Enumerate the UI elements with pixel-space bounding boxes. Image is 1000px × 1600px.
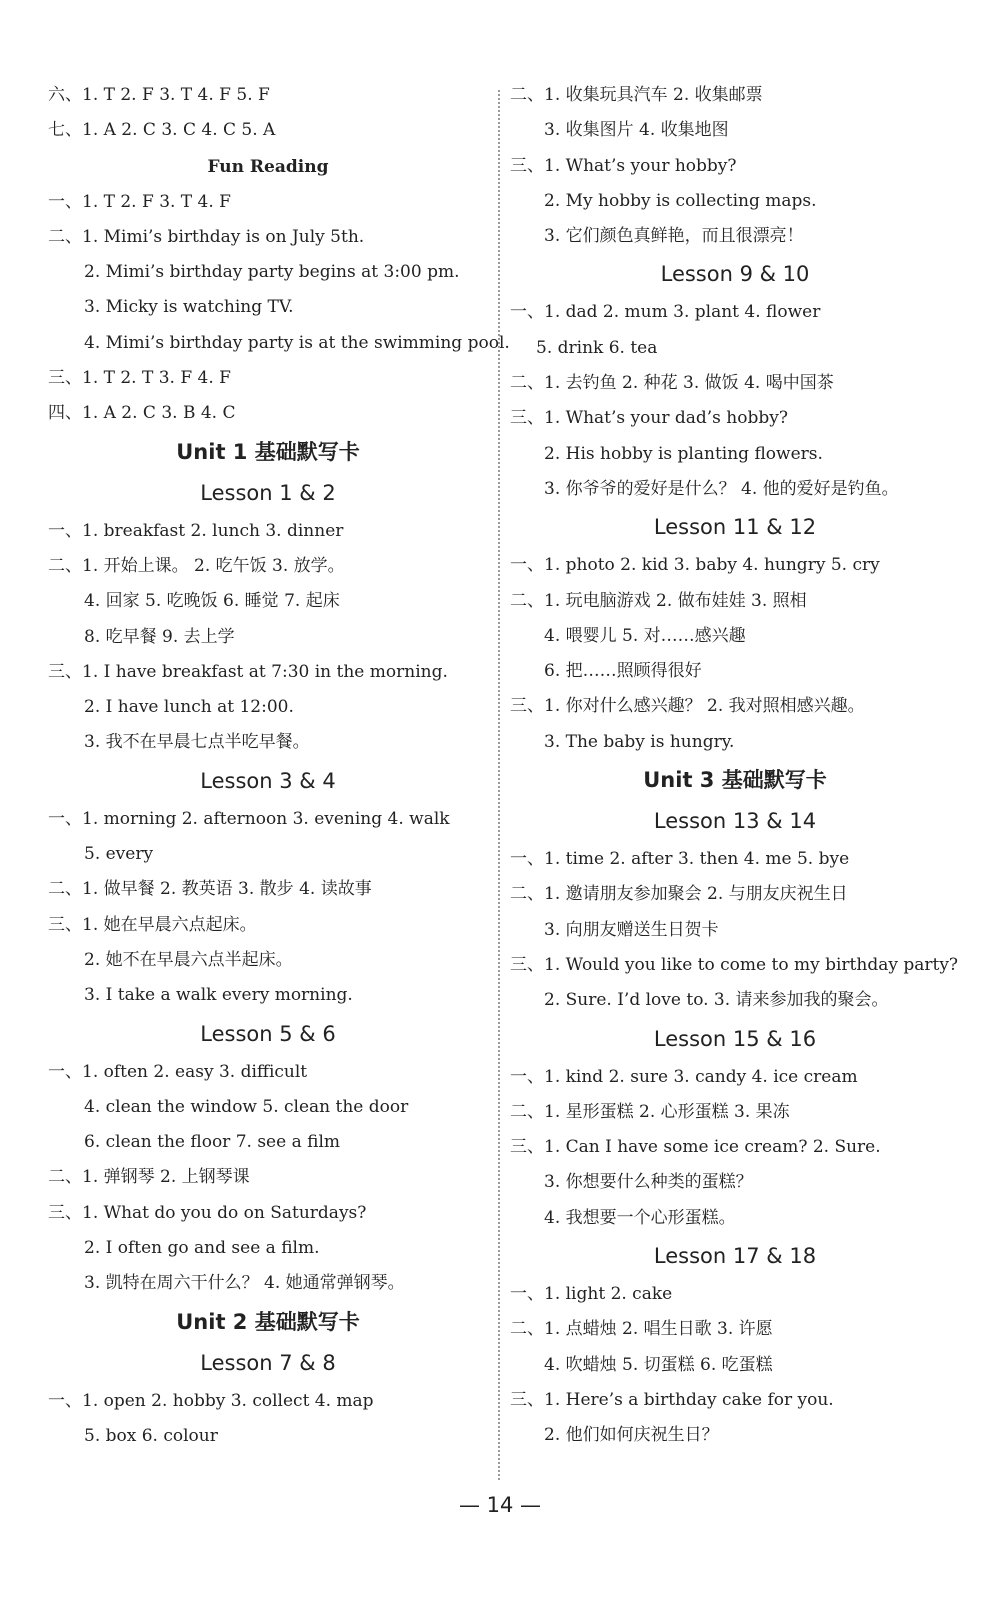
answer-line: 3. I take a walk every morning. — [84, 985, 353, 1006]
lesson-heading: Lesson 9 & 10 — [660, 262, 810, 287]
answer-line: 一、1. time 2. after 3. then 4. me 5. bye — [510, 849, 850, 870]
answer-line: 二、1. 做早餐 2. 教英语 3. 散步 4. 读故事 — [48, 879, 372, 900]
answer-line: 4. clean the window 5. clean the door — [84, 1096, 409, 1117]
answer-line: 4. 我想要一个心形蛋糕。 — [544, 1207, 736, 1228]
lesson-heading: Lesson 15 & 16 — [653, 1026, 817, 1051]
answer-line: 2. Mimi’s birthday party begins at 3:00 pm. — [84, 262, 460, 283]
answer-line: 二、1. 收集玩具汽车 2. 收集邮票 — [510, 85, 763, 105]
answer-line: 2. 她不在早晨六点半起床。 — [84, 949, 293, 970]
answer-line: 5. box 6. colour — [84, 1425, 218, 1446]
answer-line: 三、1. T 2. T 3. F 4. F — [48, 368, 231, 389]
lesson-heading: Lesson 3 & 4 — [200, 768, 336, 793]
left-column — [48, 78, 510, 1454]
answer-line: 3. 收集图片 4. 收集地图 — [544, 120, 729, 141]
answer-line: 6. 把……照顾得很好 — [544, 661, 702, 682]
answer-line: 三、1. Here’s a birthday cake for you. — [510, 1389, 834, 1410]
answer-line: 一、1. often 2. easy 3. difficult — [48, 1061, 308, 1082]
section-heading: Fun Reading — [207, 156, 329, 177]
answer-line: 三、1. What’s your dad’s hobby? — [510, 408, 788, 429]
answer-line: 四、1. A 2. C 3. B 4. C — [48, 403, 236, 424]
answer-line: 三、1. 你对什么感兴趣？ 2. 我对照相感兴趣。 — [510, 696, 865, 717]
answer-line: 三、1. Can I have some ice cream? 2. Sure. — [510, 1137, 881, 1158]
answer-line: 六、1. T 2. F 3. T 4. F 5. F — [48, 85, 270, 105]
answer-line: 二、1. 去钓鱼 2. 种花 3. 做饭 4. 喝中国茶 — [510, 373, 834, 394]
answer-line: 一、1. T 2. F 3. T 4. F — [48, 191, 231, 212]
answer-line: 2. I have lunch at 12:00. — [84, 697, 294, 718]
lesson-heading: Lesson 5 & 6 — [200, 1021, 336, 1046]
answer-line: 4. 喂婴儿 5. 对……感兴趣 — [544, 625, 746, 646]
answer-line: 2. Sure. I’d love to. 3. 请来参加我的聚会。 — [544, 990, 889, 1011]
answer-line: 3. 向朋友赠送生日贺卡 — [544, 919, 719, 940]
unit-heading: Unit 2 基础默写卡 — [176, 1309, 360, 1334]
answer-line: 一、1. morning 2. afternoon 3. evening 4. walk — [48, 808, 450, 829]
answer-line: 一、1. kind 2. sure 3. candy 4. ice cream — [510, 1066, 858, 1087]
answer-line: 8. 吃早餐 9. 去上学 — [84, 626, 235, 647]
answer-line: 二、1. 玩电脑游戏 2. 做布娃娃 3. 照相 — [510, 590, 807, 611]
lesson-heading: Lesson 1 & 2 — [200, 480, 336, 505]
answer-line: 5. drink 6. tea — [536, 337, 658, 358]
unit-heading: Unit 1 基础默写卡 — [176, 439, 360, 464]
answer-line: 三、1. 她在早晨六点起床。 — [48, 914, 257, 935]
answer-line: 一、1. open 2. hobby 3. collect 4. map — [48, 1390, 374, 1411]
answer-line: 2. 他们如何庆祝生日？ — [544, 1425, 719, 1446]
answer-line: 2. I often go and see a film. — [84, 1238, 320, 1259]
column-divider — [498, 90, 500, 1480]
answer-line: 二、1. 点蜡烛 2. 唱生日歌 3. 许愿 — [510, 1319, 773, 1340]
answer-line: 4. 吹蜡烛 5. 切蛋糕 6. 吃蛋糕 — [544, 1354, 773, 1375]
answer-line: 三、1. What’s your hobby? — [510, 155, 737, 176]
answer-line: 一、1. light 2. cake — [510, 1284, 673, 1305]
answer-line: 三、1. What do you do on Saturdays? — [48, 1202, 367, 1223]
answer-line: 三、1. I have breakfast at 7:30 in the morning. — [48, 661, 448, 682]
answer-line: 七、1. A 2. C 3. C 4. C 5. A — [48, 120, 276, 141]
answer-line: 3. 它们颜色真鲜艳，而且很漂亮！ — [544, 226, 804, 247]
answer-line: 3. 你想要什么种类的蛋糕？ — [544, 1172, 753, 1193]
answer-line: 一、1. dad 2. mum 3. plant 4. flower — [510, 302, 821, 323]
lesson-heading: Lesson 7 & 8 — [200, 1350, 336, 1375]
answer-line: 三、1. Would you like to come to my birthday party? — [510, 954, 959, 975]
answer-line: 2. My hobby is collecting maps. — [544, 190, 817, 211]
answer-line: 5. every — [84, 844, 154, 865]
right-column — [510, 78, 960, 1454]
answer-line: 3. 我不在早晨七点半吃早餐。 — [84, 732, 310, 753]
answer-line: 二、1. 邀请朋友参加聚会 2. 与朋友庆祝生日 — [510, 884, 848, 905]
answer-line: 3. 凯特在周六干什么？ 4. 她通常弹钢琴。 — [84, 1273, 405, 1294]
answer-line: 6. clean the floor 7. see a film — [84, 1132, 341, 1153]
answer-line: 一、1. breakfast 2. lunch 3. dinner — [48, 520, 344, 541]
answer-line: 3. Micky is watching TV. — [84, 297, 294, 318]
answer-line: 二、1. 星形蛋糕 2. 心形蛋糕 3. 果冻 — [510, 1101, 790, 1122]
answer-line: 3. The baby is hungry. — [544, 731, 735, 752]
answer-line: 一、1. photo 2. kid 3. baby 4. hungry 5. cry — [510, 555, 880, 576]
answer-line: 二、1. 开始上课。 2. 吃午饭 3. 放学。 — [48, 555, 345, 576]
answer-line: 3. 你爷爷的爱好是什么？ 4. 他的爱好是钓鱼。 — [544, 478, 899, 499]
answer-line: 2. His hobby is planting flowers. — [544, 443, 823, 464]
answer-line: 4. Mimi’s birthday party is at the swimming pool. — [84, 332, 510, 353]
lesson-heading: Lesson 13 & 14 — [653, 809, 817, 834]
answer-line: 二、1. 弹钢琴 2. 上钢琴课 — [48, 1167, 250, 1188]
answer-line: 二、1. Mimi’s birthday is on July 5th. — [48, 226, 365, 247]
unit-heading: Unit 3 基础默写卡 — [643, 768, 827, 793]
lesson-heading: Lesson 11 & 12 — [653, 515, 817, 540]
answer-line: 4. 回家 5. 吃晚饭 6. 睡觉 7. 起床 — [84, 591, 340, 612]
lesson-heading: Lesson 17 & 18 — [653, 1244, 817, 1269]
page-number: — 14 — — [458, 1493, 542, 1517]
